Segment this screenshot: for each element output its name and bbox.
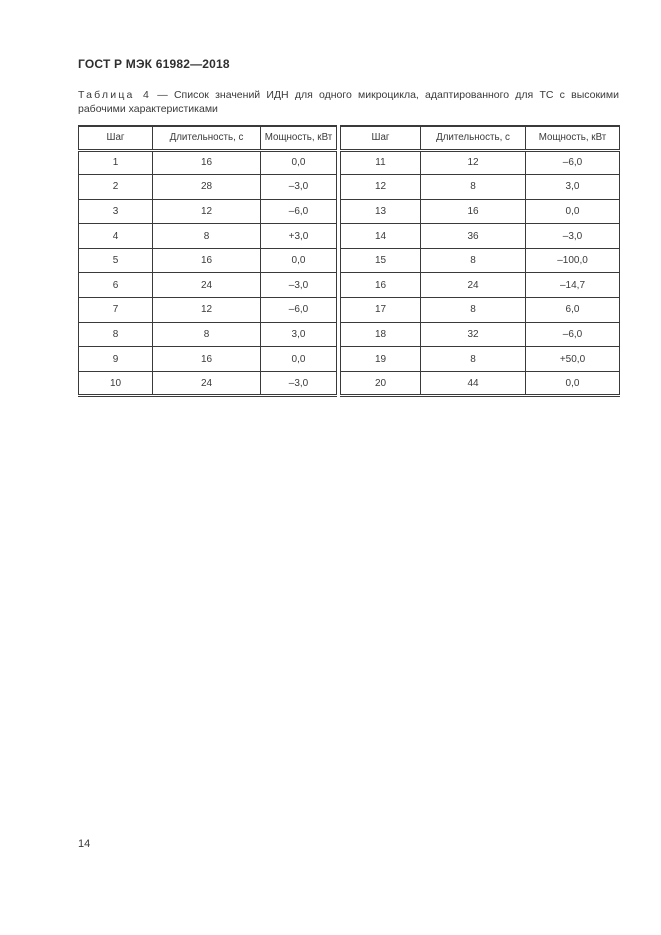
- table-cell: 8: [421, 347, 526, 372]
- table-row: [79, 322, 337, 347]
- table-cell: 0,0: [261, 347, 337, 372]
- table-right-half: [340, 125, 620, 397]
- data-table: [78, 125, 620, 397]
- table-cell: 6: [79, 273, 153, 298]
- table-cell: –6,0: [261, 199, 337, 224]
- table-cell: 19: [341, 347, 421, 372]
- table-cell: –3,0: [261, 371, 337, 396]
- table-cell: 12: [153, 199, 261, 224]
- table-row: [341, 273, 620, 298]
- table-row: [79, 248, 337, 273]
- table-cell: 44: [421, 371, 526, 396]
- table-row: [79, 347, 337, 372]
- column-header-power: Мощность, кВт: [526, 126, 620, 150]
- table-row: [341, 175, 620, 200]
- table-cell: 2: [79, 175, 153, 200]
- table-cell: 16: [153, 347, 261, 372]
- table-caption: [78, 89, 619, 116]
- table-cell: 3: [79, 199, 153, 224]
- table-row: [79, 175, 337, 200]
- table-cell: 24: [421, 273, 526, 298]
- table-cell: 0,0: [261, 248, 337, 273]
- table-cell: –3,0: [261, 273, 337, 298]
- table-left-header: [79, 126, 337, 150]
- table-cell: –14,7: [526, 273, 620, 298]
- table-cell: 15: [341, 248, 421, 273]
- table-cell: 8: [153, 322, 261, 347]
- table-caption-label: Таблица 4: [78, 89, 152, 101]
- table-cell: 6,0: [526, 298, 620, 323]
- table-row: [341, 347, 620, 372]
- table-cell: 5: [79, 248, 153, 273]
- page-number: 14: [78, 838, 91, 850]
- table-row: [79, 298, 337, 323]
- table-cell: –6,0: [526, 322, 620, 347]
- table-row: [341, 371, 620, 396]
- table-right-header: [341, 126, 620, 150]
- header-row: [79, 126, 337, 150]
- table-cell: 16: [153, 248, 261, 273]
- table-cell: 12: [341, 175, 421, 200]
- table-cell: 16: [341, 273, 421, 298]
- table-cell: 24: [153, 371, 261, 396]
- table-cell: 13: [341, 199, 421, 224]
- table-row: [79, 199, 337, 224]
- table-row: [341, 150, 620, 175]
- document-standard-header: ГОСТ Р МЭК 61982—2018: [78, 57, 230, 71]
- table-row: [341, 224, 620, 249]
- table-cell: 3,0: [526, 175, 620, 200]
- table-cell: 28: [153, 175, 261, 200]
- table-cell: +3,0: [261, 224, 337, 249]
- table-cell: 17: [341, 298, 421, 323]
- table-cell: 32: [421, 322, 526, 347]
- table-cell: 18: [341, 322, 421, 347]
- table-cell: 20: [341, 371, 421, 396]
- column-header-step: Шаг: [79, 126, 153, 150]
- table-cell: –3,0: [261, 175, 337, 200]
- table-row: [341, 322, 620, 347]
- table-cell: 0,0: [526, 371, 620, 396]
- table-row: [79, 273, 337, 298]
- table-left-body: [79, 150, 337, 396]
- column-header-step: Шаг: [341, 126, 421, 150]
- table-cell: 0,0: [261, 150, 337, 175]
- table-cell: 12: [153, 298, 261, 323]
- table-cell: –100,0: [526, 248, 620, 273]
- table-row: [79, 150, 337, 175]
- table-cell: 8: [421, 175, 526, 200]
- table-cell: 8: [421, 248, 526, 273]
- header-row: [341, 126, 620, 150]
- table-cell: 12: [421, 150, 526, 175]
- table-cell: 16: [421, 199, 526, 224]
- table-cell: –3,0: [526, 224, 620, 249]
- table-cell: 3,0: [261, 322, 337, 347]
- table-cell: 0,0: [526, 199, 620, 224]
- table-cell: 14: [341, 224, 421, 249]
- table-row: [341, 199, 620, 224]
- table-cell: 36: [421, 224, 526, 249]
- table-row: [341, 248, 620, 273]
- table-cell: 9: [79, 347, 153, 372]
- table-left-half: [78, 125, 337, 397]
- table-cell: 1: [79, 150, 153, 175]
- column-header-duration: Длительность, с: [421, 126, 526, 150]
- table-row: [79, 371, 337, 396]
- table-cell: 4: [79, 224, 153, 249]
- table-cell: 10: [79, 371, 153, 396]
- column-header-duration: Длительность, с: [153, 126, 261, 150]
- table-right-body: [341, 150, 620, 396]
- table-cell: 11: [341, 150, 421, 175]
- table-row: [341, 298, 620, 323]
- table-cell: 24: [153, 273, 261, 298]
- table-cell: 8: [153, 224, 261, 249]
- table-cell: 16: [153, 150, 261, 175]
- table-cell: +50,0: [526, 347, 620, 372]
- column-header-power: Мощность, кВт: [261, 126, 337, 150]
- table-cell: –6,0: [526, 150, 620, 175]
- table-cell: –6,0: [261, 298, 337, 323]
- table-cell: 8: [79, 322, 153, 347]
- table-row: [79, 224, 337, 249]
- table-cell: 8: [421, 298, 526, 323]
- table-caption-text: — Список значений ИДН для одного микроцикла, адаптированного для ТС с высокими рабочими характеристиками: [78, 89, 619, 115]
- table-cell: 7: [79, 298, 153, 323]
